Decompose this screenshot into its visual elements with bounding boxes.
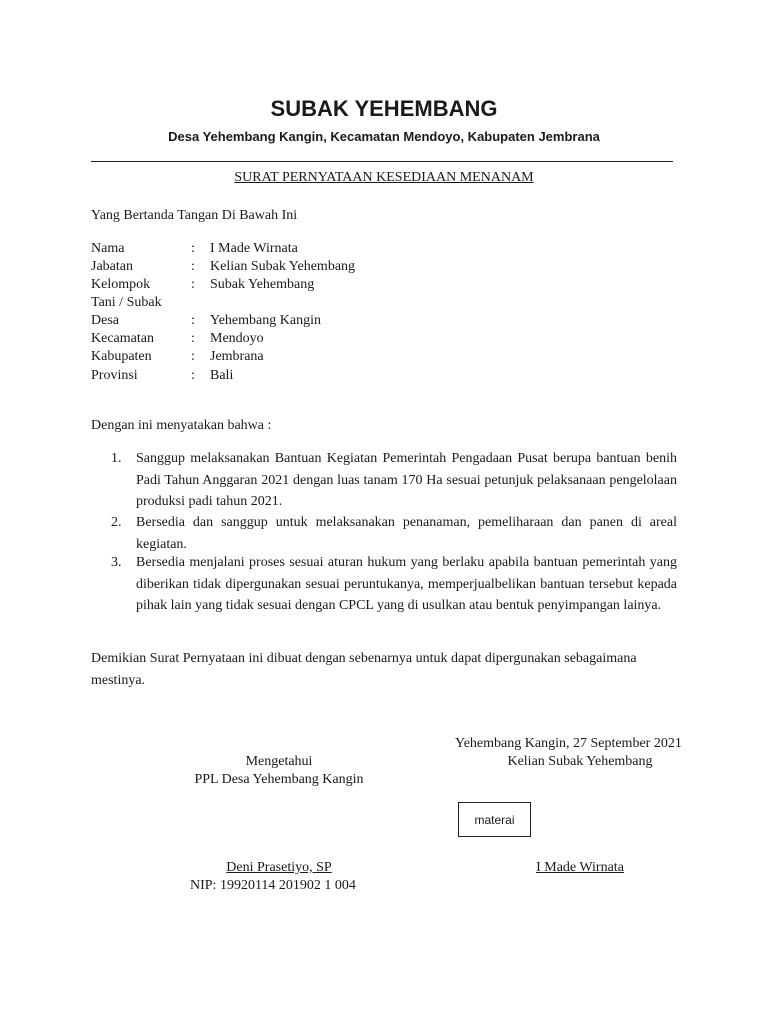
identity-colon: : xyxy=(191,349,195,364)
identity-value: Mendoyo xyxy=(210,331,264,346)
materai-label: materai xyxy=(474,812,515,827)
identity-colon: : xyxy=(191,241,195,256)
document-title: SURAT PERNYATAAN KESEDIAAN MENANAM xyxy=(234,170,534,185)
opening-line: Yang Bertanda Tangan Di Bawah Ini xyxy=(91,208,298,223)
identity-value: Kelian Subak Yehembang xyxy=(210,259,356,274)
left-signatory-title: PPL Desa Yehembang Kangin xyxy=(194,772,364,787)
left-signatory-name xyxy=(119,860,439,876)
closing-paragraph: Demikian Surat Pernyataan ini dibuat dengan sebenarnya untuk dapat dipergunakan sebagaimana mestinya. xyxy=(91,651,637,688)
statement-intro: Dengan ini menyatakan bahwa : xyxy=(91,418,272,433)
organization-address: Desa Yehembang Kangin, Kecamatan Mendoyo, Kabupaten Jembrana xyxy=(168,129,600,144)
left-signatory-nip: NIP: 19920114 201902 1 004 xyxy=(190,878,356,893)
right-signatory-title: Kelian Subak Yehembang xyxy=(507,754,653,769)
identity-value: Jembrana xyxy=(210,349,264,364)
identity-colon: : xyxy=(191,368,195,383)
identity-label: Kabupaten xyxy=(91,349,152,364)
header-divider xyxy=(91,161,673,162)
statement-number: 2. xyxy=(111,515,122,530)
identity-colon: : xyxy=(191,331,195,346)
identity-value: Bali xyxy=(210,368,234,383)
left-signatory-name-text: Deni Prasetiyo, SP xyxy=(226,860,332,875)
statement-number: 3. xyxy=(111,555,122,570)
identity-value: Yehembang Kangin xyxy=(210,313,321,328)
identity-label: Kecamatan xyxy=(91,331,154,346)
identity-colon: : xyxy=(191,259,195,274)
left-signatory-label: Mengetahui xyxy=(245,754,313,769)
identity-value: Subak Yehembang xyxy=(210,277,315,292)
statement-text: Sanggup melaksanakan Bantuan Kegiatan Pemerintah Pengadaan Pusat berupa bantuan benih Padi Tahun Anggaran 2021 dengan luas tanam 170 Ha sesuai petunjuk pelaksanaan pengelolaan produksi padi tahun 2021. xyxy=(136,451,677,509)
identity-label: Provinsi xyxy=(91,368,138,383)
statement-number: 1. xyxy=(111,451,122,466)
identity-label: Desa xyxy=(91,313,119,328)
identity-colon: : xyxy=(191,277,195,292)
right-signatory-name xyxy=(420,860,740,876)
right-signatory-name-text: I Made Wirnata xyxy=(536,860,624,875)
identity-label: Nama xyxy=(91,241,125,256)
identity-label: Jabatan xyxy=(91,259,133,274)
materai-stamp-box xyxy=(458,802,531,837)
place-date: Yehembang Kangin, 27 September 2021 xyxy=(455,736,682,751)
identity-value: I Made Wirnata xyxy=(210,241,298,256)
organization-name: SUBAK YEHEMBANG xyxy=(270,96,498,121)
statement-text: Bersedia dan sanggup untuk melaksanakan penanaman, pemeliharaan dan panen di areal kegiatan. xyxy=(136,515,677,552)
statement-text: Bersedia menjalani proses sesuai aturan hukum yang berlaku apabila bantuan pemerintah yang diberikan tidak dipergunakan sesuai peruntukanya, memperjualbelikan bantuan tersebut kepada pihak lain yang tidak sesuai dengan CPCL yang di usulkan atau bentuk penyimpangan lainya. xyxy=(136,555,677,613)
identity-label-continued: Tani / Subak xyxy=(91,295,162,310)
identity-colon: : xyxy=(191,313,195,328)
identity-label: Kelompok xyxy=(91,277,151,292)
